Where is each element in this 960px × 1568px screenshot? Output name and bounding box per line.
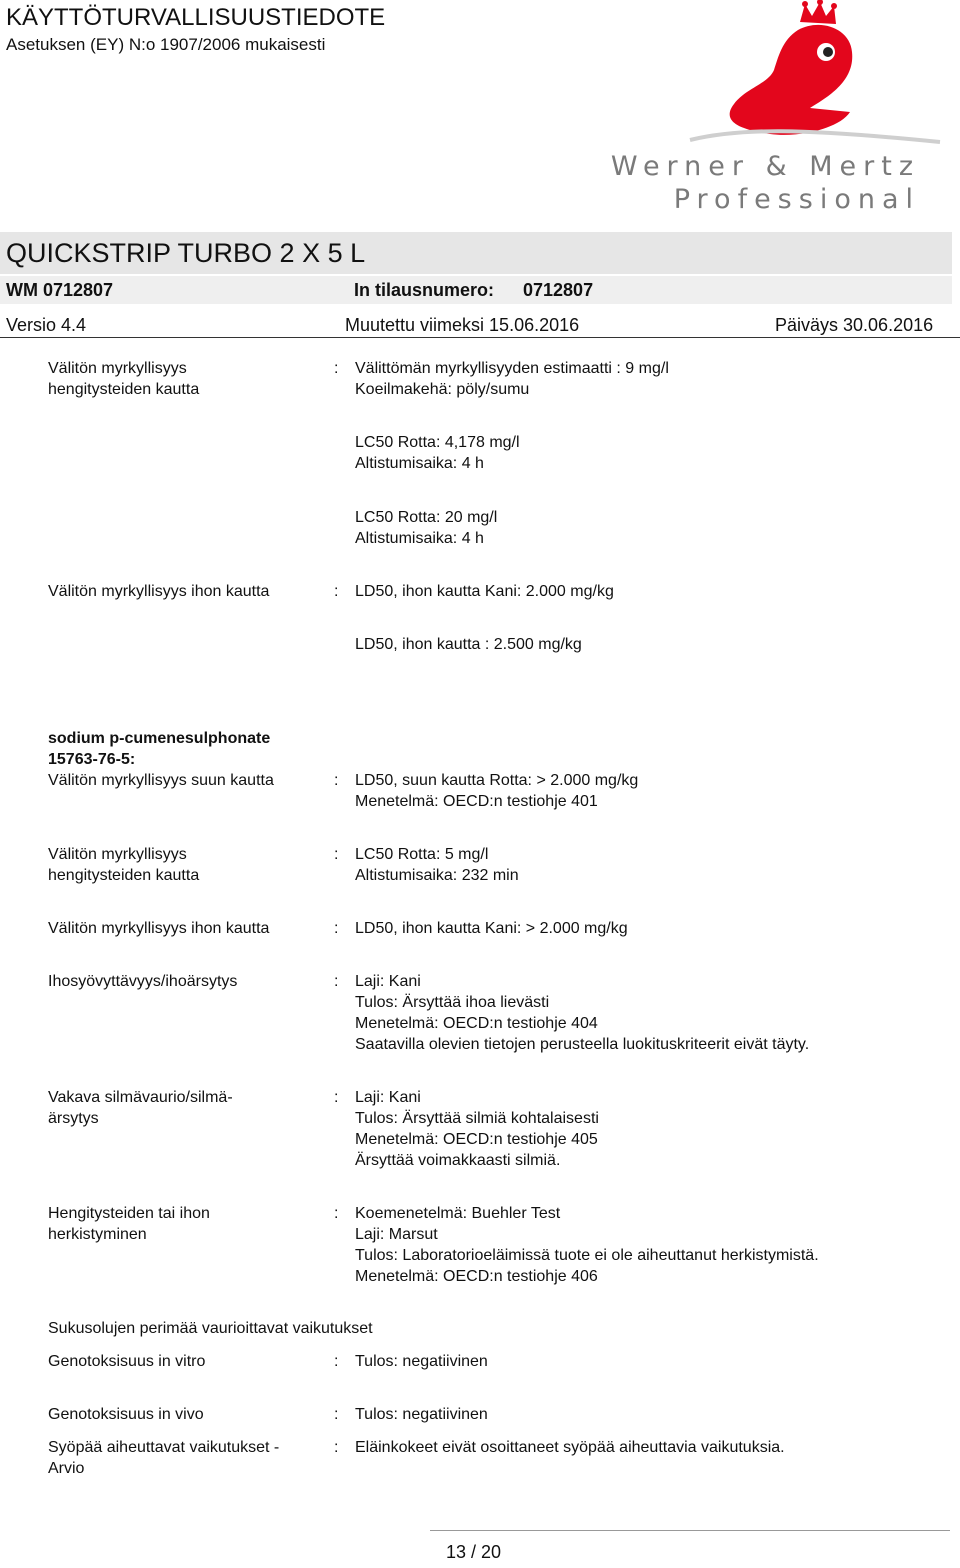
row-colon: :: [334, 1406, 339, 1423]
row-colon: :: [334, 973, 339, 990]
row-value: [355, 432, 520, 474]
row-colon: :: [334, 1353, 339, 1370]
row-label-line: Vakava silmävaurio/silmä-: [48, 1089, 233, 1106]
row-colon: :: [334, 1089, 339, 1106]
row-colon: :: [334, 846, 339, 863]
row-label-line: Hengitysteiden tai ihon: [48, 1205, 210, 1222]
row-value: [355, 1437, 785, 1458]
row-value: [355, 1351, 488, 1372]
logo-text-professional: Professional: [673, 184, 920, 215]
row-value-line: Tulos: negatiivinen: [355, 1353, 488, 1370]
row-value-line: LC50 Rotta: 5 mg/l: [355, 846, 489, 863]
row-value-line: Saatavilla olevien tietojen perusteella luokituskriteerit eivät täyty.: [355, 1036, 810, 1053]
product-meta-row: [0, 276, 952, 304]
row-value-line: LD50, suun kautta Rotta: > 2.000 mg/kg: [355, 772, 639, 789]
logo-text-werner-mertz: Werner & Mertz: [610, 151, 920, 182]
row-label: [48, 728, 270, 770]
row-label: [48, 918, 269, 939]
row-label: [48, 1087, 233, 1129]
header-divider: [0, 337, 960, 338]
row-label-line: Välitön myrkyllisyys: [48, 360, 187, 377]
wm-number: WM 0712807: [6, 280, 114, 300]
row-value-line: Eläinkokeet eivät osoittaneet syöpää aiheuttavia vaikutuksia.: [355, 1439, 785, 1456]
row-value: [355, 581, 614, 602]
row-label-line: Ihosyövyttävyys/ihoärsytys: [48, 973, 238, 990]
order-number: 0712807: [523, 280, 594, 300]
row-value-line: Ärsyttää voimakkaasti silmiä.: [355, 1152, 561, 1169]
row-colon: :: [334, 1439, 339, 1456]
row-value-line: Tulos: Ärsyttää ihoa lievästi: [355, 994, 550, 1011]
document-title: KÄYTTÖTURVALLISUUSTIEDOTE: [6, 4, 386, 31]
row-label: [48, 1437, 279, 1479]
row-label-line: Syöpää aiheuttavat vaikutukset -: [48, 1439, 280, 1456]
row-value: [355, 971, 809, 1055]
row-value: [355, 634, 582, 655]
row-value-line: Menetelmä: OECD:n testiohje 401: [355, 793, 598, 810]
row-value-line: LD50, ihon kautta Kani: 2.000 mg/kg: [355, 583, 614, 600]
version: Versio 4.4: [6, 315, 87, 335]
row-label: [48, 770, 274, 791]
row-label-line: Välitön myrkyllisyys: [48, 846, 187, 863]
document-subtitle: Asetuksen (EY) N:o 1907/2006 mukaisesti: [6, 35, 326, 54]
row-value: [355, 358, 669, 400]
row-label-line: Arvio: [48, 1460, 85, 1477]
row-colon: :: [334, 1205, 339, 1222]
row-value-line: LC50 Rotta: 20 mg/l: [355, 509, 498, 526]
row-value-line: Tulos: negatiivinen: [355, 1406, 488, 1423]
row-value-line: Menetelmä: OECD:n testiohje 406: [355, 1268, 598, 1285]
modified-date: Muutettu viimeksi 15.06.2016: [345, 315, 580, 335]
row-value-line: Menetelmä: OECD:n testiohje 404: [355, 1015, 598, 1032]
row-colon: :: [334, 772, 339, 789]
row-value-line: Tulos: Laboratorioeläimissä tuote ei ole aiheuttanut herkistymistä.: [355, 1247, 819, 1264]
company-logo: [610, 0, 950, 215]
row-label: [48, 1203, 210, 1245]
row-value-line: Laji: Marsut: [355, 1226, 438, 1243]
row-value-line: Koeilmakehä: pöly/sumu: [355, 381, 530, 398]
row-value: [355, 918, 628, 939]
row-value-line: Laji: Kani: [355, 1089, 421, 1106]
row-value-line: LD50, ihon kautta : 2.500 mg/kg: [355, 636, 582, 653]
page-number: 13 / 20: [446, 1542, 502, 1562]
row-value-line: Laji: Kani: [355, 973, 421, 990]
row-value: [355, 1087, 599, 1171]
row-label-line: Välitön myrkyllisyys suun kautta: [48, 772, 274, 789]
row-label: [48, 844, 199, 886]
row-label-line: Välitön myrkyllisyys ihon kautta: [48, 920, 270, 937]
row-label-line: Genotoksisuus in vivo: [48, 1406, 204, 1423]
issue-date: Päiväys 30.06.2016: [775, 315, 934, 335]
row-label-line: 15763-76-5:: [48, 751, 136, 768]
row-value-line: Välittömän myrkyllisyyden estimaatti : 9 mg/l: [355, 360, 669, 377]
row-label-line: hengitysteiden kautta: [48, 381, 200, 398]
row-label-line: Genotoksisuus in vitro: [48, 1353, 206, 1370]
row-value-line: Koemenetelmä: Buehler Test: [355, 1205, 561, 1222]
row-value: [355, 1203, 819, 1287]
product-name: QUICKSTRIP TURBO 2 X 5 L: [0, 232, 952, 274]
row-label: [48, 358, 199, 400]
row-label: [48, 581, 269, 602]
row-label-line: herkistyminen: [48, 1226, 147, 1243]
row-value: [355, 1404, 488, 1425]
row-value-line: Altistumisaika: 4 h: [355, 455, 484, 472]
version-row: [0, 312, 960, 338]
row-label-line: Sukusolujen perimää vaurioittavat vaikutukset: [48, 1320, 373, 1337]
row-label-line: ärsytys: [48, 1110, 99, 1127]
row-colon: :: [334, 920, 339, 937]
row-value-line: LD50, ihon kautta Kani: > 2.000 mg/kg: [355, 920, 628, 937]
row-label: [48, 971, 237, 992]
footer-divider: [430, 1530, 950, 1531]
row-colon: :: [334, 583, 339, 600]
row-label: [48, 1404, 204, 1425]
order-label: In tilausnumero:: [354, 280, 495, 300]
row-value: [355, 844, 519, 886]
row-value-line: Altistumisaika: 232 min: [355, 867, 519, 884]
row-value-line: LC50 Rotta: 4,178 mg/l: [355, 434, 520, 451]
row-value-line: Menetelmä: OECD:n testiohje 405: [355, 1131, 598, 1148]
row-value: [355, 507, 497, 549]
row-label-line: hengitysteiden kautta: [48, 867, 200, 884]
row-label: [48, 1318, 373, 1339]
row-label-line: sodium p-cumenesulphonate: [48, 730, 271, 747]
row-value-line: Tulos: Ärsyttää silmiä kohtalaisesti: [355, 1110, 599, 1127]
row-value-line: Altistumisaika: 4 h: [355, 530, 484, 547]
row-label: [48, 1351, 205, 1372]
row-value: [355, 770, 638, 812]
row-label-line: Välitön myrkyllisyys ihon kautta: [48, 583, 270, 600]
frog-crown-icon: [650, 0, 950, 150]
row-colon: :: [334, 360, 339, 377]
